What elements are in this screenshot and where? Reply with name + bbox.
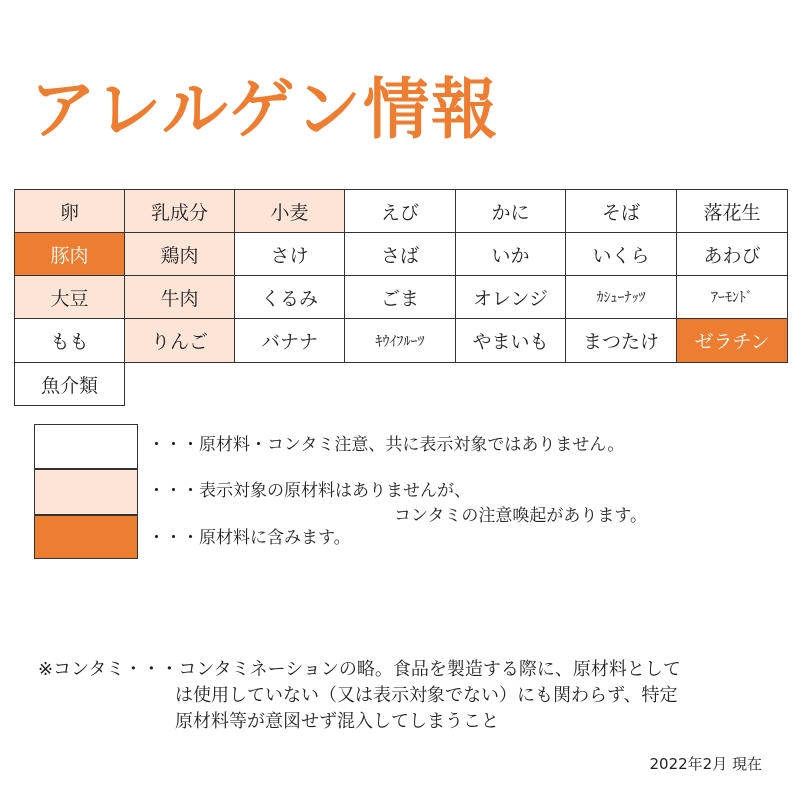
contamination-note-line2: は使用していない（又は表示対象でない）にも関わらず、特定 [175, 685, 678, 706]
contamination-note-line1: ※コンタミ・・・コンタミネーションの略。食品を製造する際に、原材料として [38, 659, 681, 680]
allergen-cell: バナナ [234, 318, 345, 363]
allergen-cell: 鶏肉 [124, 232, 235, 276]
contamination-note-line3: 原材料等が意図せず混入してしまうこと [175, 711, 499, 732]
allergen-cell: 豚肉 [14, 232, 125, 276]
allergen-cell: まつたけ [565, 318, 677, 363]
allergen-cell: オレンジ [455, 275, 566, 319]
allergen-cell: さけ [234, 232, 345, 276]
legend-swatch-contamination [34, 469, 138, 515]
legend-text-none: ・・・原材料・コンタミ注意、共に表示対象ではありません。 [148, 435, 625, 455]
as-of-date: 2022年2月 現在 [649, 755, 762, 773]
allergen-cell: もも [14, 318, 125, 363]
allergen-cell: かに [455, 189, 566, 233]
legend-text-contamination-1: ・・・表示対象の原材料はありませんが、 [148, 481, 471, 501]
allergen-cell: やまいも [455, 318, 566, 363]
allergen-cell: 大豆 [14, 275, 125, 319]
allergen-cell: りんご [124, 318, 235, 363]
allergen-cell: そば [565, 189, 677, 233]
allergen-cell: ごま [344, 275, 456, 319]
allergen-cell: ｱｰﾓﾝﾄﾞ [676, 275, 788, 319]
allergen-cell: さば [344, 232, 456, 276]
allergen-cell: 魚介類 [14, 362, 125, 406]
allergen-cell: いか [455, 232, 566, 276]
allergen-cell: 落花生 [676, 189, 788, 233]
allergen-cell: ゼラチン [676, 318, 788, 363]
allergen-cell: ｶｼｭｰﾅｯﾂ [565, 275, 677, 319]
allergen-cell: ｷｳｲﾌﾙｰﾂ [344, 318, 456, 363]
allergen-cell: 乳成分 [124, 189, 235, 233]
allergen-cell: 牛肉 [124, 275, 235, 319]
allergen-cell: あわび [676, 232, 788, 276]
allergen-cell: 小麦 [234, 189, 345, 233]
legend-text-contamination-2: コンタミの注意喚起があります。 [394, 506, 647, 526]
allergen-cell: えび [344, 189, 456, 233]
legend-swatch-contains [34, 515, 138, 559]
allergen-cell: いくら [565, 232, 677, 276]
allergen-cell: 卵 [14, 189, 125, 233]
allergen-cell: くるみ [234, 275, 345, 319]
legend-text-contains: ・・・原材料に含みます。 [148, 528, 351, 548]
allergen-table [14, 189, 787, 406]
page-title: アレルゲン情報 [30, 71, 500, 148]
legend-swatch-none [34, 424, 138, 469]
